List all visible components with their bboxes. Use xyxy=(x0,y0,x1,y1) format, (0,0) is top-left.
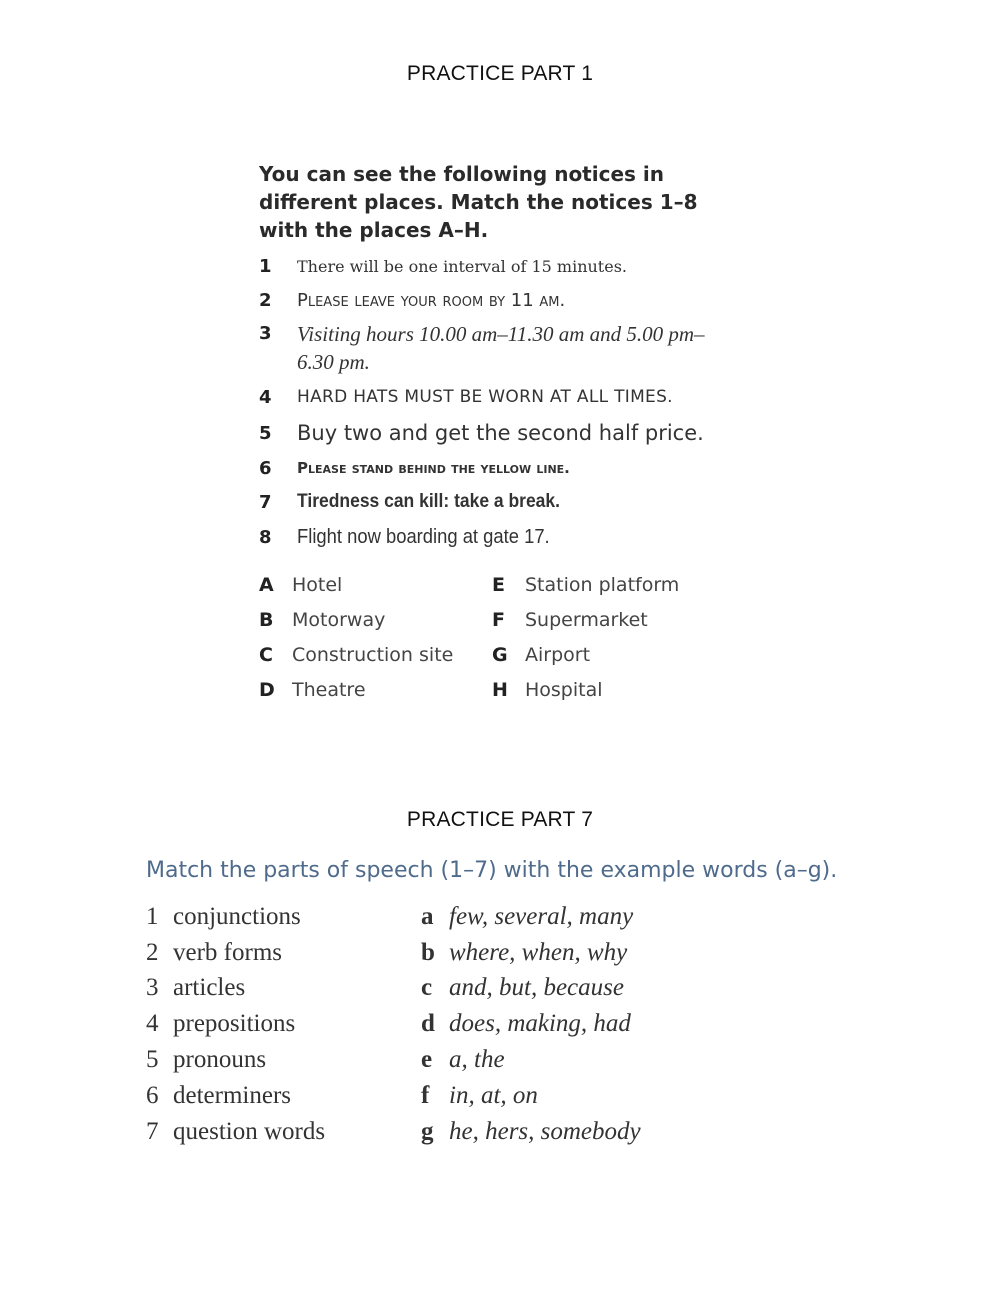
place-letter: D xyxy=(259,679,275,701)
part-of-speech-text: question words xyxy=(173,1118,326,1145)
part-of-speech-item xyxy=(146,1043,416,1077)
place-letter: E xyxy=(492,574,505,596)
part-of-speech-number: 5 xyxy=(146,1046,159,1073)
notice-text: Visiting hours 10.00 am–11.30 am and 5.00 pm–6.30 pm. xyxy=(297,322,705,374)
place-letter: A xyxy=(259,574,274,596)
part-of-speech-number: 6 xyxy=(146,1082,159,1109)
notice-number: 5 xyxy=(259,422,272,444)
example-letter: b xyxy=(421,939,435,966)
notice-text: Buy two and get the second half price. xyxy=(297,421,704,445)
notice-text: HARD HATS MUST BE WORN AT ALL TIMES. xyxy=(297,387,673,407)
example-words-item xyxy=(421,1043,721,1077)
part-of-speech-item xyxy=(146,1007,416,1041)
part-of-speech-item xyxy=(146,936,416,970)
notice-text: There will be one interval of 15 minutes. xyxy=(297,256,627,276)
notice-item xyxy=(259,382,779,412)
example-words-text: and, but, because xyxy=(449,974,624,1001)
place-letter: C xyxy=(259,644,273,666)
example-letter: f xyxy=(421,1082,430,1109)
part-of-speech-number: 7 xyxy=(146,1118,159,1145)
place-item xyxy=(492,675,603,705)
example-words-text: in, at, on xyxy=(449,1082,538,1109)
part7-instruction: Match the parts of speech (1–7) with the example words (a–g). xyxy=(146,858,838,883)
notice-number: 1 xyxy=(259,255,272,277)
place-name: Theatre xyxy=(292,679,366,701)
notice-text: Tiredness can kill: take a break. xyxy=(297,491,560,512)
example-words-item xyxy=(421,1079,721,1113)
place-letter: H xyxy=(492,679,508,701)
example-words-text: where, when, why xyxy=(449,939,628,966)
notice-number: 7 xyxy=(259,491,272,513)
example-words-text: does, making, had xyxy=(449,1010,631,1037)
notice-item xyxy=(259,251,779,281)
notice-text: Please leave your room by 11 am. xyxy=(297,289,566,311)
part-of-speech-text: conjunctions xyxy=(173,903,301,930)
example-letter: d xyxy=(421,1010,435,1037)
notice-number: 8 xyxy=(259,526,272,548)
example-words-item xyxy=(421,971,721,1005)
notice-item xyxy=(259,453,779,483)
part7-title: PRACTICE PART 7 xyxy=(406,808,594,831)
part-of-speech-text: articles xyxy=(173,974,246,1001)
place-letter: G xyxy=(492,644,508,666)
example-words-text: a, the xyxy=(449,1046,505,1073)
notice-number: 3 xyxy=(259,323,272,344)
part-of-speech-item xyxy=(146,1079,416,1113)
place-name: Airport xyxy=(525,644,591,666)
part-of-speech-item xyxy=(146,971,416,1005)
example-words-item xyxy=(421,1007,721,1041)
place-item xyxy=(259,640,453,670)
example-words-item xyxy=(421,1115,721,1149)
notice-text: Flight now boarding at gate 17. xyxy=(297,525,550,548)
example-letter: a xyxy=(421,903,434,930)
example-letter: e xyxy=(421,1046,433,1073)
part-of-speech-number: 4 xyxy=(146,1010,159,1037)
part-of-speech-number: 2 xyxy=(146,939,159,966)
part-of-speech-item xyxy=(146,1115,416,1149)
example-words-text: few, several, many xyxy=(449,903,634,930)
example-letter: c xyxy=(421,974,433,1001)
part-of-speech-number: 1 xyxy=(146,903,159,930)
example-words-item xyxy=(421,900,721,934)
notice-item xyxy=(259,285,779,315)
notice-item xyxy=(259,320,779,378)
part1-instruction: You can see the following notices in different places. Match the notices 1–8 with the places A–H. xyxy=(259,162,698,242)
place-item xyxy=(492,570,679,600)
part-of-speech-number: 3 xyxy=(146,974,159,1001)
notice-number: 6 xyxy=(259,457,272,479)
place-item xyxy=(259,605,385,635)
place-item xyxy=(259,570,342,600)
notice-item xyxy=(259,522,779,552)
notice-number: 2 xyxy=(259,289,272,311)
part-of-speech-text: prepositions xyxy=(173,1010,296,1037)
place-item xyxy=(259,675,366,705)
example-words-item xyxy=(421,936,721,970)
place-name: Motorway xyxy=(292,609,386,631)
place-name: Hotel xyxy=(292,574,343,596)
notice-text: Please stand behind the yellow line. xyxy=(297,459,570,477)
place-letter: F xyxy=(492,609,505,631)
place-name: Supermarket xyxy=(525,609,648,631)
example-words-text: he, hers, somebody xyxy=(449,1118,641,1145)
place-name: Construction site xyxy=(292,644,454,666)
place-item xyxy=(492,640,590,670)
notice-number: 4 xyxy=(259,386,272,408)
part-of-speech-text: verb forms xyxy=(173,939,282,966)
part1-title: PRACTICE PART 1 xyxy=(406,62,594,85)
part-of-speech-item xyxy=(146,900,416,934)
part-of-speech-text: determiners xyxy=(173,1082,292,1109)
place-letter: B xyxy=(259,609,274,631)
notice-item xyxy=(259,487,779,517)
place-name: Hospital xyxy=(525,679,603,701)
notice-item xyxy=(259,418,779,448)
place-name: Station platform xyxy=(525,574,680,596)
place-item xyxy=(492,605,648,635)
part-of-speech-text: pronouns xyxy=(173,1046,267,1073)
example-letter: g xyxy=(421,1118,434,1145)
